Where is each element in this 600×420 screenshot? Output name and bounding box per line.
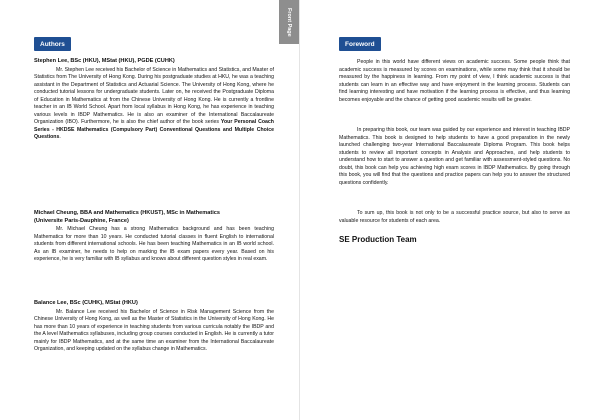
author-bio-end: . [59, 134, 61, 141]
foreword-paragraph-1 [339, 59, 570, 104]
author-bio-text: Mr. Stephen Lee received his Bachelor of Science in Mathematics and Statistics, and Master of Statistics from The University of Hong Kong. During his postgraduate studies at HKU, he was a teaching assistant in the Department of Statistics and Actuarial Science. The University of Hong Kong, where he conducted tutorial lessons for undergraduate students. Later on, he received the Postgraduate Diploma of Education in Mathematics at from the Chinese University of Hong Kong. He is currently a frontline teacher in an IB World School. Apart from local syllabus in Hong Kong, he has experience in teaching various levels in IBDP Mathematics. He is also an examiner of the International Baccalaureate Organization (IBO). Furthermore, he is also the chief author of the book series [34, 66, 274, 126]
authors-badge: Authors [34, 37, 71, 51]
author-bio: Mr. Michael Cheung has a strong Mathematics background and has been teaching Mathematics for more than 10 years. He conducted tutorial classes in fluent English to international students from different international schools. He has been teaching Mathematics in an IB world school. As an IB examiner, he needs to help on marking the IB exam papers every year. Based on his experience, he is very familiar with IB syllabus and knows about different question styles in real exam. [34, 226, 274, 263]
author-heading: Michael Cheung, BBA and Mathematics (HKUST), MSc in Mathematics [34, 210, 220, 216]
foreword-badge: Foreword [339, 37, 381, 51]
author-bio [34, 67, 274, 142]
author-bio-book-title: Your Personal Coach Series - HKDSE Mathematics (Compulsory Part) Conventional Questions and Multiple Choice Questions [34, 119, 274, 141]
foreword-signature: SE Production Team [339, 235, 417, 244]
foreword-paragraph-2 [339, 127, 570, 187]
author-block-stephen-lee [34, 58, 274, 142]
author-heading-line2: (Universite Paris-Dauphine, France) [34, 217, 129, 224]
author-heading: Balance Lee, BSc (CUHK), MStat (HKU) [34, 300, 138, 306]
foreword-paragraph-3 [339, 210, 570, 225]
foreword-paragraph-text: In preparing this book, our team was guided by our experience and interest in teaching IBDP Mathematics. This book is designed to help students to have a good preparation in the newly launched challenging two-year International Baccalaureate Diploma Program. This book helps students to review all important concepts in Analysis and Approaches, and help students to understand how to start to answer a question and get familiar with assessment-styled questions. No doubt, this book can help you achieving high exam scores in IBDP Mathematics. By going through this book, you will find that the questions and practice papers can help you to answer the structured questions confidently. [339, 127, 570, 186]
foreword-paragraph-text: People in this world have different views on academic success. Some people think that academic success is measured by scores on examinations, while some may think that it should be measured by the happiness in learning. From my point of view, I think academic success is that students can learn in an effective way and have enjoyment in the learning process. Students can find learning interesting and have motivation if the learning process is effective, and thus learning becomes enjoyable and the chance of getting good academic results will be greater. [339, 59, 570, 103]
section-tab-label: Front Page [286, 7, 292, 37]
author-block-michael-cheung [34, 210, 274, 264]
author-bio: Mr. Balance Lee received his Bachelor of Science in Risk Management Science from the Chinese University of Hong Kong, as well as the Master of Statistics in the University of Hong Kong. He has more than 10 years of experience in teaching students from various curricula notably the IBDP and the A level Mathematics syllabuses, including group courses conducted in English. He is currently a tutor mainly for IBDP Mathematics, and at the same time an examiner from the International Baccalaureate Organization, and keeping updated on the syllabus change in Mathematics. [34, 308, 274, 353]
page-gutter [299, 0, 300, 420]
author-block-balance-lee [34, 300, 274, 354]
section-tab [279, 0, 299, 44]
author-heading: Stephen Lee, BSc (HKU), MStat (HKU), PGDE (CUHK) [34, 58, 175, 64]
foreword-paragraph-text: To sum up, this book is not only to be a successful practice source, but also to serve as valuable resource for students of each area. [339, 210, 570, 224]
